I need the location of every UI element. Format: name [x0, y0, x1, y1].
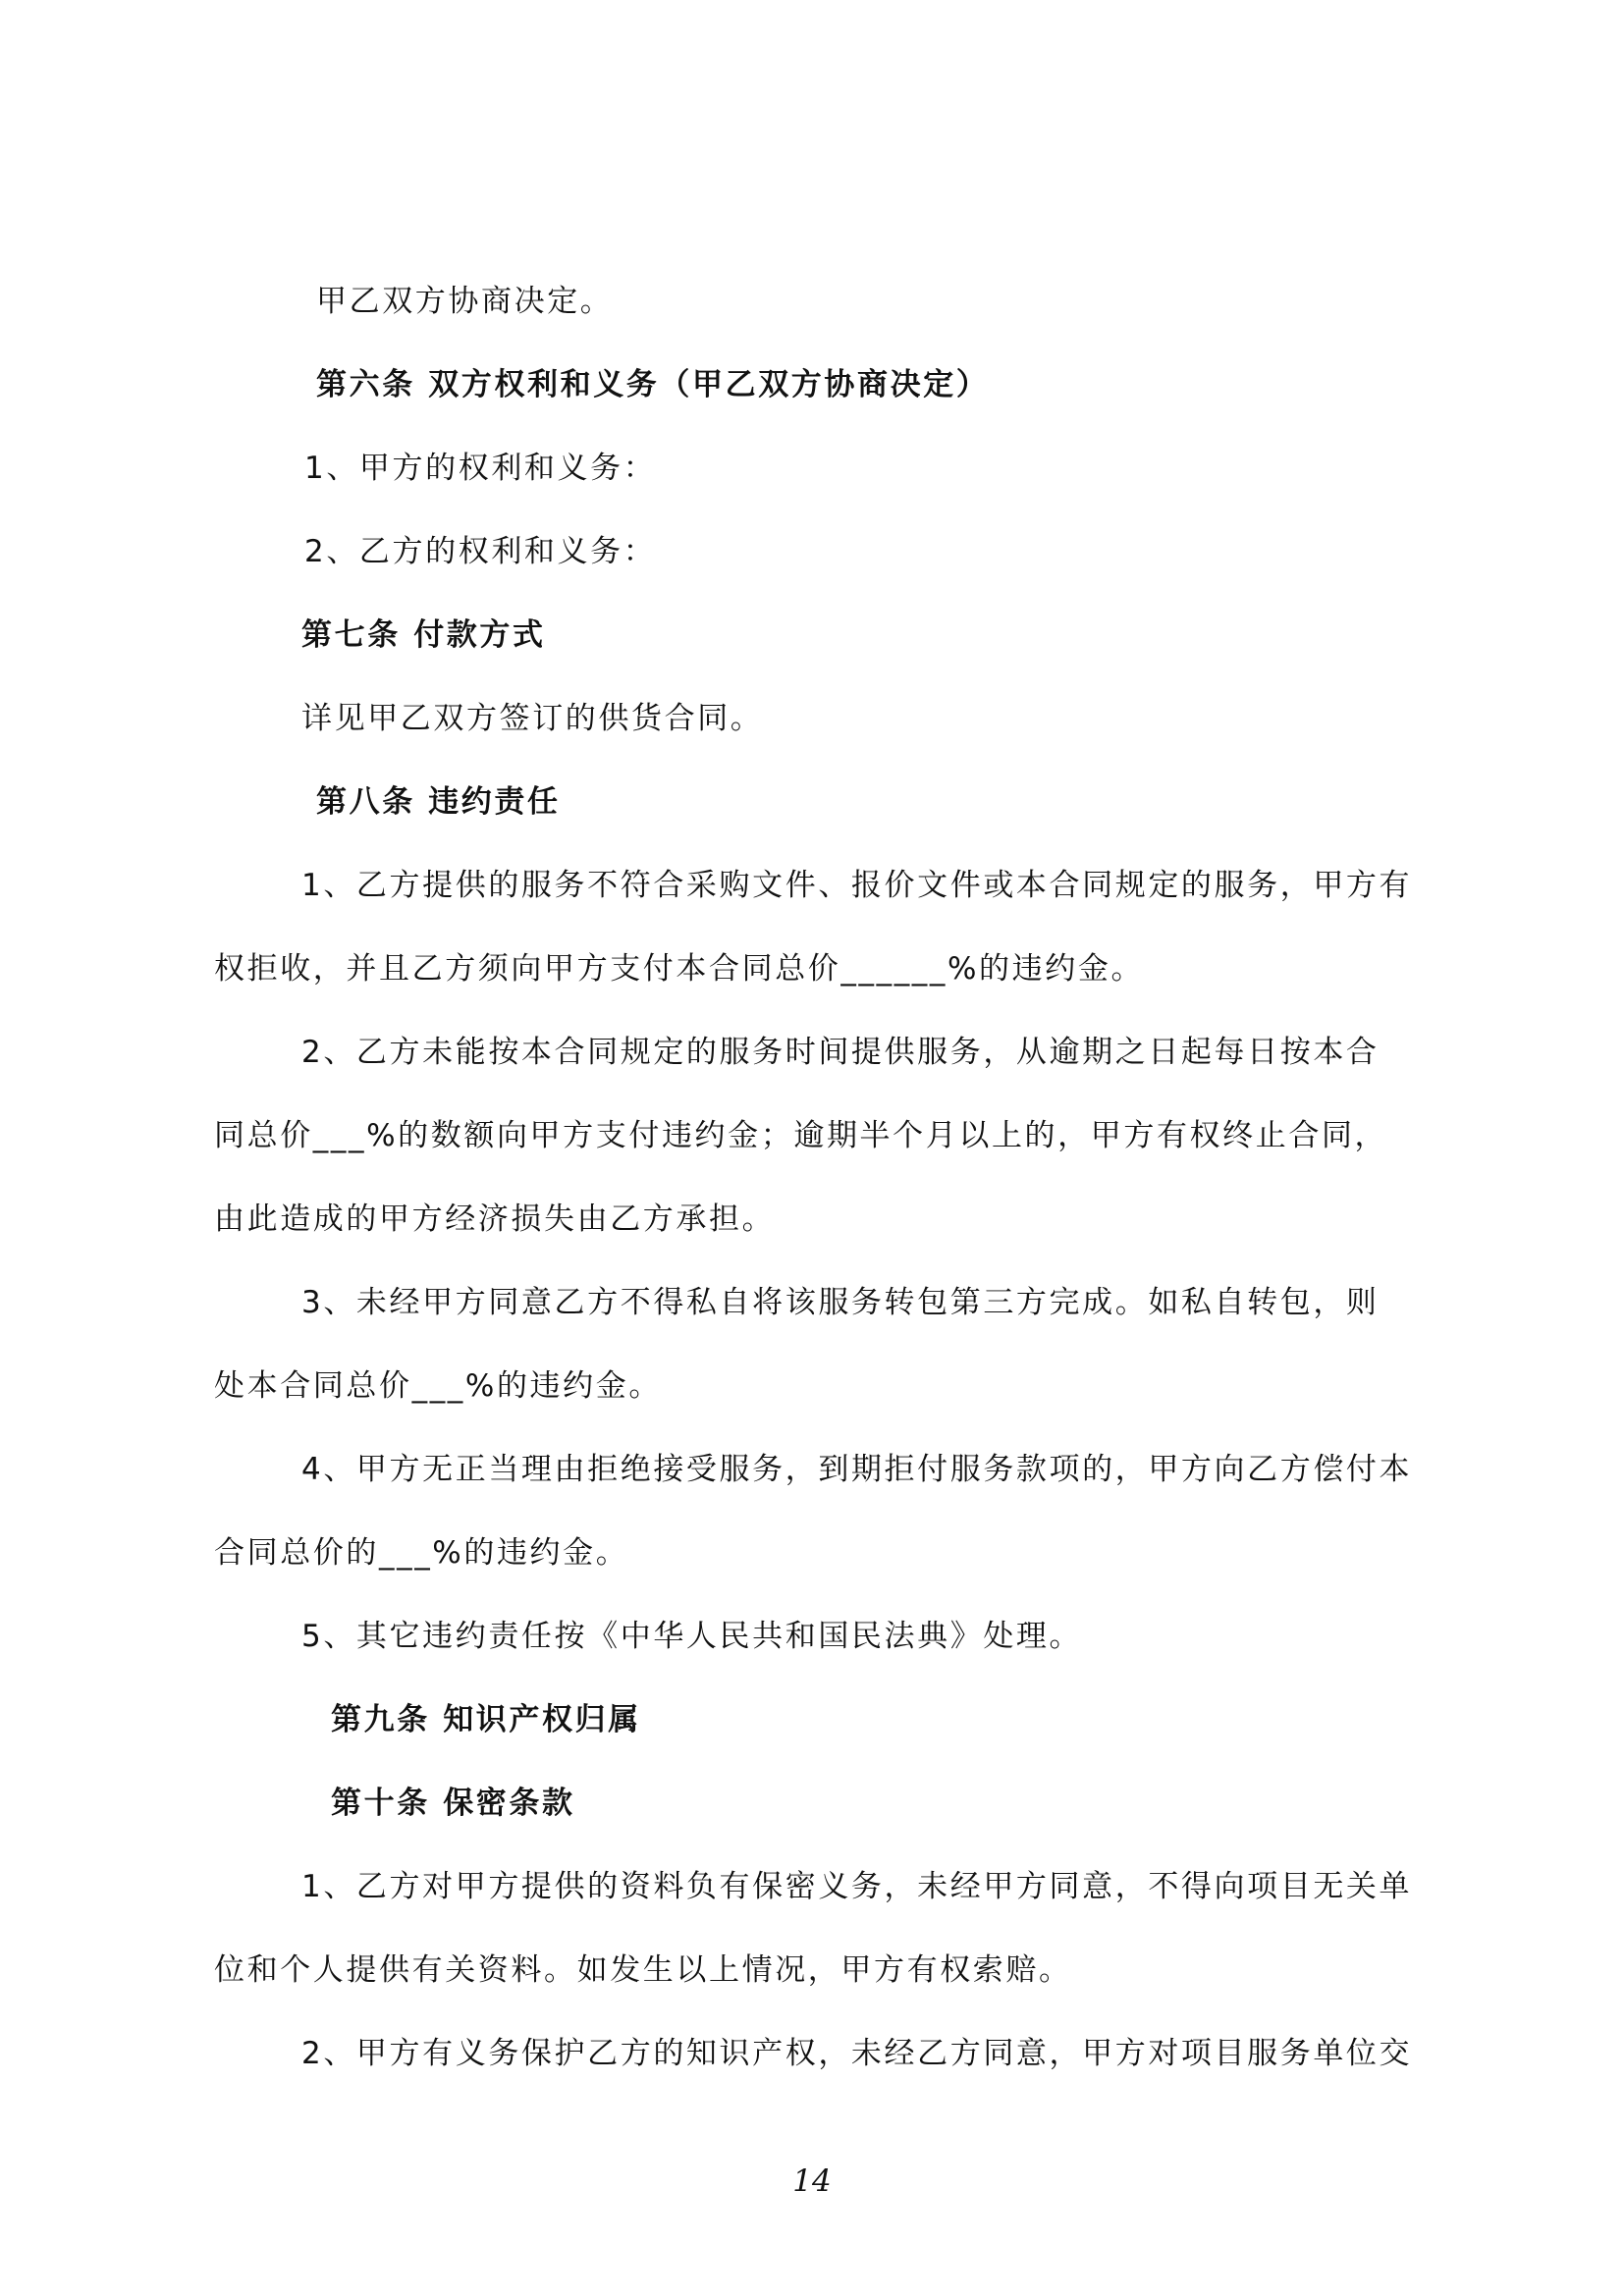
- paragraph-line: 3、未经甲方同意乙方不得私自将该服务转包第三方完成。如私自转包，则: [301, 1285, 1380, 1320]
- paragraph-line: 处本合同总价___%的违约金。: [214, 1368, 662, 1404]
- paragraph-line: 4、甲方无正当理由拒绝接受服务，到期拒付服务款项的，甲方向乙方偿付本: [301, 1452, 1413, 1487]
- list-item: 2、乙方的权利和义务：: [304, 534, 657, 569]
- paragraph-line: 甲乙双方协商决定。: [316, 284, 614, 319]
- paragraph-line: 合同总价的___%的违约金。: [214, 1535, 629, 1571]
- list-item: 1、甲方的权利和义务：: [304, 451, 657, 486]
- paragraph-line: 详见甲乙双方签订的供货合同。: [301, 701, 764, 736]
- paragraph-line: 5、其它违约责任按《中华人民共和国民法典》处理。: [301, 1619, 1083, 1654]
- article-7-heading: 第七条 付款方式: [301, 617, 546, 653]
- paragraph-line: 1、乙方提供的服务不符合采购文件、报价文件或本合同规定的服务，甲方有: [301, 868, 1413, 903]
- page-number: 14: [792, 2163, 832, 2199]
- paragraph-line: 2、乙方未能按本合同规定的服务时间提供服务，从逾期之日起每日按本合: [301, 1035, 1380, 1070]
- paragraph-line: 由此造成的甲方经济损失由乙方承担。: [214, 1201, 776, 1237]
- paragraph-line: 1、乙方对甲方提供的资料负有保密义务，未经甲方同意，不得向项目无关单: [301, 1869, 1413, 1904]
- paragraph-line: 同总价___%的数额向甲方支付违约金；逾期半个月以上的，甲方有权终止合同，: [214, 1118, 1388, 1153]
- article-6-heading: 第六条 双方权利和义务（甲乙双方协商决定）: [316, 367, 990, 402]
- paragraph-line: 权拒收，并且乙方须向甲方支付本合同总价______%的违约金。: [214, 951, 1145, 987]
- article-9-heading: 第九条 知识产权归属: [331, 1702, 641, 1737]
- paragraph-line: 2、甲方有义务保护乙方的知识产权，未经乙方同意，甲方对项目服务单位交: [301, 2036, 1413, 2071]
- article-8-heading: 第八条 违约责任: [316, 784, 561, 820]
- article-10-heading: 第十条 保密条款: [331, 1786, 575, 1821]
- paragraph-line: 位和个人提供有关资料。如发生以上情况，甲方有权索赔。: [214, 1952, 1072, 1988]
